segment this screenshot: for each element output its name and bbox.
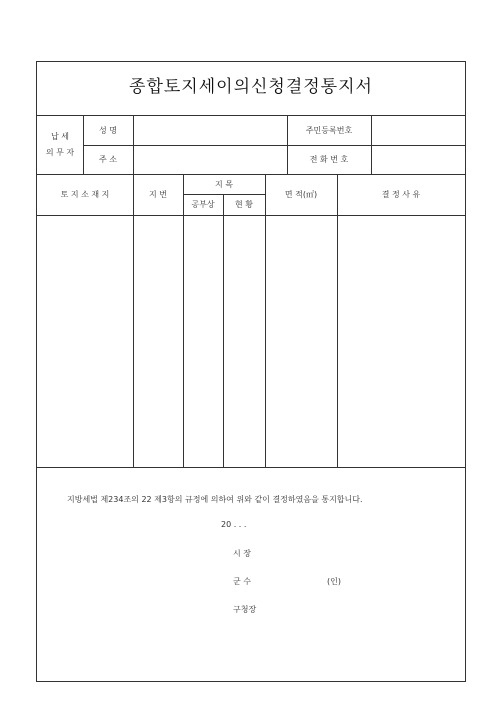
address-field[interactable]: [134, 146, 286, 173]
phone-label: 전 화 번 호: [309, 155, 349, 164]
header-location: 토 지 소 재 지: [60, 190, 110, 199]
form-frame: [36, 61, 466, 682]
name-field[interactable]: [134, 116, 286, 144]
header-area: 면 적(㎡): [284, 190, 318, 199]
id-number-label: 주민등록번호: [305, 125, 353, 135]
county-head-line: 군 수: [233, 577, 251, 586]
header-actual: 현 황: [235, 200, 253, 209]
header-reason: 결 정 사 유: [381, 190, 421, 199]
name-label: 성 명: [99, 125, 117, 135]
taxpayer-label-1: 납 세: [51, 131, 69, 141]
header-lot-number: 지 번: [149, 190, 167, 199]
form-title: 종합토지세이의신청결정통지서: [129, 77, 373, 97]
table-bottom-line: [37, 467, 465, 468]
notice-text: 지방세법 제234조의 22 제3항의 규정에 의하여 위와 같이 결정하였음을 통지합니다.: [67, 495, 363, 504]
header-official: 공부상: [191, 200, 215, 209]
header-land-category: 지 목: [215, 179, 233, 189]
table-body[interactable]: [38, 216, 464, 466]
id-number-field[interactable]: [372, 116, 464, 144]
district-head-line: 구청장: [233, 605, 257, 614]
taxpayer-label-2: 의 무 자: [45, 147, 75, 157]
date-line: 20 . . .: [221, 520, 247, 529]
address-label: 주 소: [99, 155, 117, 164]
phone-field[interactable]: [372, 146, 464, 173]
seal-mark: (인): [327, 577, 341, 586]
mayor-line: 시 장: [233, 549, 251, 558]
